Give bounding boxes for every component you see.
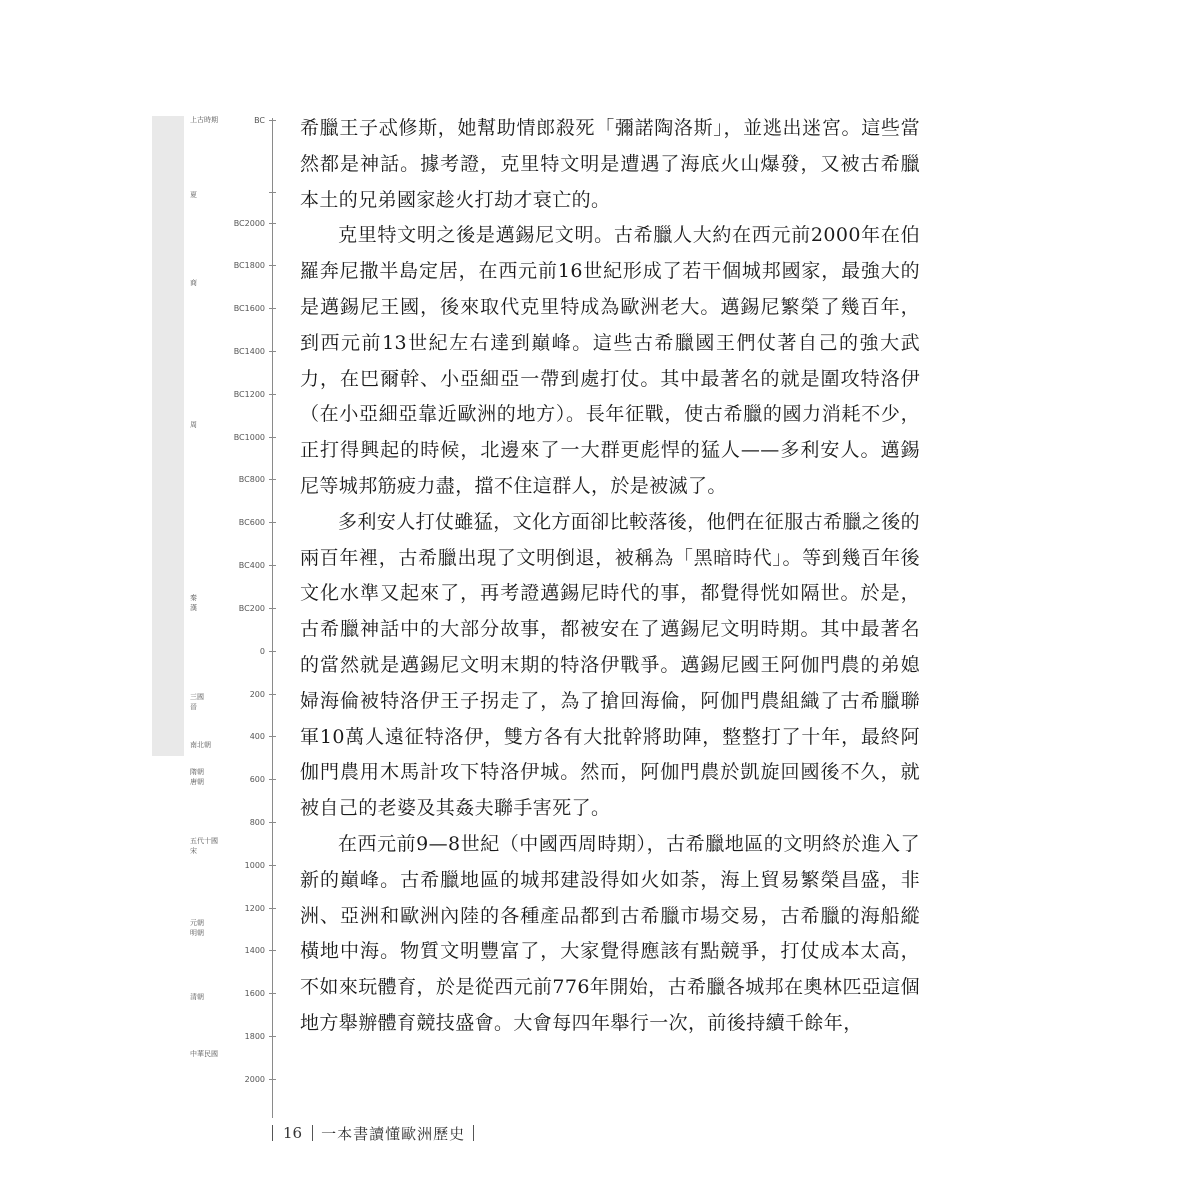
dynasty-label: 清朝 — [190, 993, 204, 1001]
paragraph: 克里特文明之後是邁錫尼文明。古希臘人大約在西元前2000年在伯羅奔尼撒半島定居，在西元前16世紀形成了若干個城邦國家，最強大的是邁錫尼王國，後來取代克里特成為歐洲老大。邁錫尼繁榮了幾百年，到西元前13世紀左右達到巔峰。這些古希臘國王們仗著自己的強大武力，在巴爾幹、小亞細亞一帶到處打仗。其中最著名的就是圍攻特洛伊（在小亞細亞靠近歐洲的地方）。長年征戰，使古希臘的國力消耗不少，正打得興起的時候，北邊來了一大群更彪悍的猛人——多利安人。邁錫尼等城邦筋疲力盡，擋不住這群人，於是被滅了。 — [300, 224, 920, 497]
dynasty-label: 南北朝 — [190, 741, 211, 749]
dynasty-label: 上古時期 — [190, 116, 218, 124]
footer-divider — [272, 1125, 273, 1141]
timeline-tick: BC600 — [180, 516, 276, 528]
dynasty-label: 秦 漢 — [190, 594, 197, 612]
dynasty-label: 隋朝 唐朝 — [190, 768, 204, 786]
dynasty-label: 三國 晉 — [190, 693, 204, 711]
timeline-tick: BC400 — [180, 559, 276, 571]
timeline-tick: 1800 — [180, 1030, 276, 1042]
dynasty-label: 商 — [190, 279, 197, 287]
timeline-tick: 600 — [180, 773, 276, 785]
dynasty-label: 元朝 明朝 — [190, 919, 204, 937]
dynasty-label: 夏 — [190, 191, 197, 199]
timeline-tick: 1200 — [180, 902, 276, 914]
book-title: 一本書讀懂歐洲歷史 — [321, 1124, 466, 1143]
timeline-tick: BC — [180, 114, 276, 126]
timeline-tick: 1400 — [180, 944, 276, 956]
timeline-tick: 1600 — [180, 987, 276, 999]
page-footer — [272, 1122, 474, 1144]
timeline-tick: BC1000 — [180, 431, 276, 443]
dynasty-label: 五代十國 宋 — [190, 837, 218, 855]
timeline-tick: 2000 — [180, 1073, 276, 1085]
timeline-tick: 400 — [180, 730, 276, 742]
body-text — [300, 111, 920, 1042]
footer-divider — [312, 1125, 313, 1141]
timeline-tick: BC800 — [180, 473, 276, 485]
timeline-tick: BC200 — [180, 602, 276, 614]
timeline-tick: 1000 — [180, 859, 276, 871]
timeline-tick: 800 — [180, 816, 276, 828]
timeline-tick: BC1800 — [180, 259, 276, 271]
paragraph: 在西元前9—8世紀（中國西周時期），古希臘地區的文明終於進入了新的巔峰。古希臘地區的城邦建設得如火如荼，海上貿易繁榮昌盛，非洲、亞洲和歐洲內陸的各種產品都到古希臘市場交易，古希臘的海船縱橫地中海。物質文明豐富了，大家覺得應該有點競爭，打仗成本太高，不如來玩體育，於是從西元前776年開始，古希臘各城邦在奧林匹亞這個地方舉辦體育競技盛會。大會每四年舉行一次，前後持續千餘年， — [300, 832, 920, 1034]
timeline-tick: BC1400 — [180, 345, 276, 357]
page-number: 16 — [283, 1124, 303, 1142]
timeline-tick: BC1600 — [180, 302, 276, 314]
dynasty-label: 周 — [190, 421, 197, 429]
paragraph: 希臘王子忒修斯，她幫助情郎殺死「彌諾陶洛斯」，並逃出迷宮。這些當然都是神話。據考證，克里特文明是遭遇了海底火山爆發，又被古希臘本土的兄弟國家趁火打劫才衰亡的。 — [300, 117, 920, 211]
footer-divider — [473, 1125, 474, 1141]
paragraph: 多利安人打仗雖猛，文化方面卻比較落後，他們在征服古希臘之後的兩百年裡，古希臘出現了文明倒退，被稱為「黑暗時代」。等到幾百年後文化水準又起來了，再考證邁錫尼時代的事，都覺得恍如隔世。於是，古希臘神話中的大部分故事，都被安在了邁錫尼文明時期。其中最著名的當然就是邁錫尼文明末期的特洛伊戰爭。邁錫尼國王阿伽門農的弟媳婦海倫被特洛伊王子拐走了，為了搶回海倫，阿伽門農組織了古希臘聯軍10萬人遠征特洛伊，雙方各有大批幹將助陣，整整打了十年，最終阿伽門農用木馬計攻下特洛伊城。然而，阿伽門農於凱旋回國後不久，就被自己的老婆及其姦夫聯手害死了。 — [300, 510, 921, 820]
timeline-tick: 0 — [180, 645, 276, 657]
dynasty-label: 中華民國 — [190, 1050, 218, 1058]
timeline-tick: 200 — [180, 688, 276, 700]
timeline-tick: BC2000 — [180, 217, 276, 229]
timeline-tick: BC1200 — [180, 388, 276, 400]
